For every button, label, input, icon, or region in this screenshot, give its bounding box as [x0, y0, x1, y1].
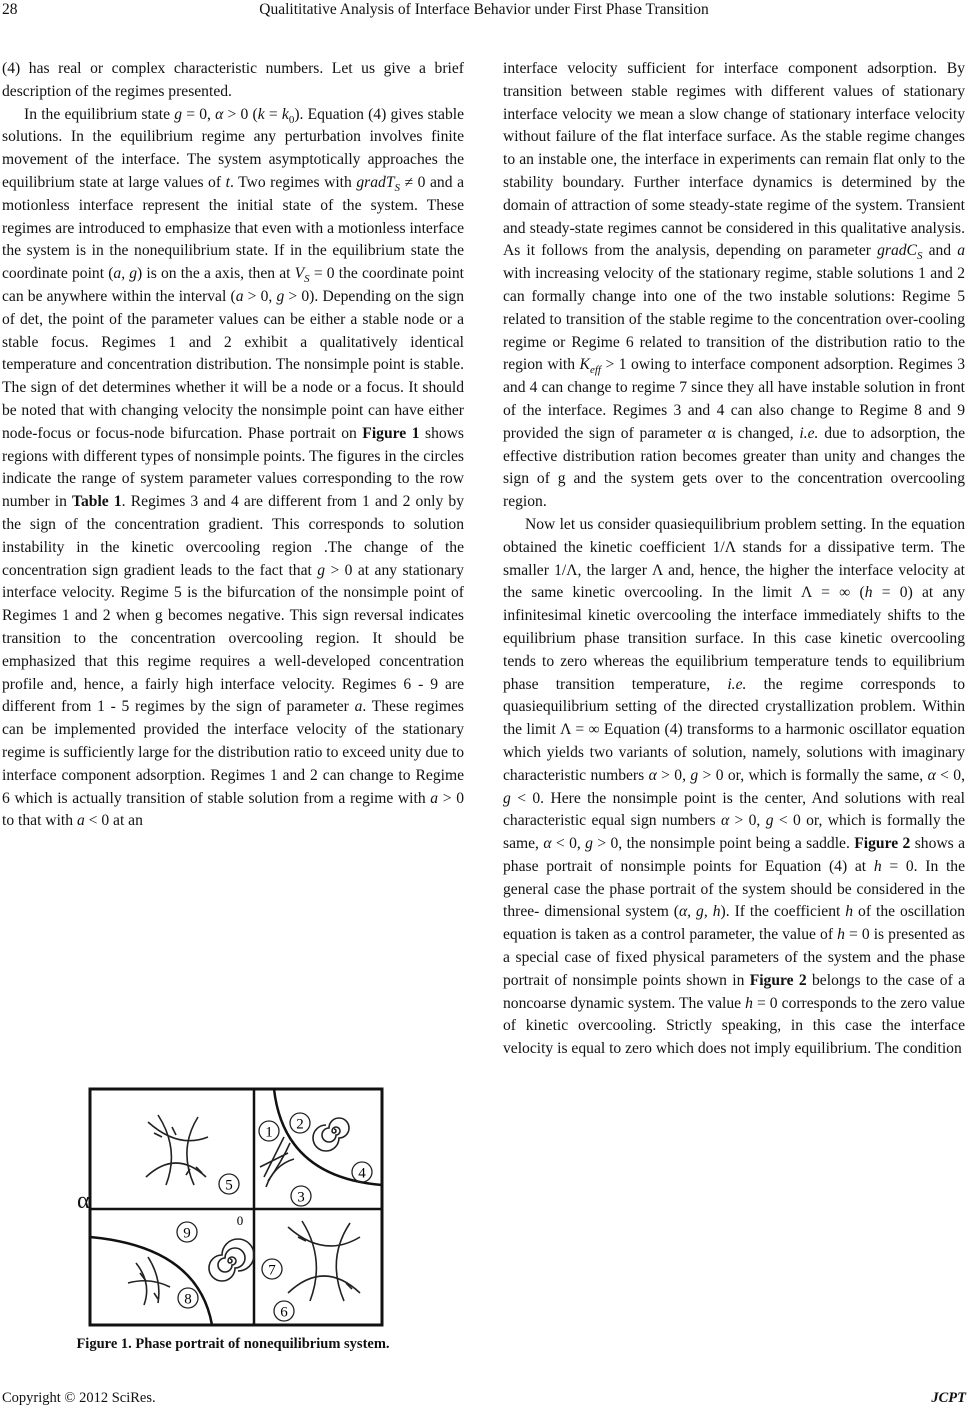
- regime-label-8: 8: [184, 1291, 192, 1308]
- regime-label-7: 7: [268, 1262, 276, 1279]
- paragraph: Now let us consider quasiequilibrium problem setting. In the equation obtained the kinetic coefficient 1/Λ stands for a dissipative term. The smaller 1/Λ, the larger Λ and, hence, the higher the interface velocity at the same kinetic overcooling. In the limit Λ = ∞ (h = 0) at any infinitesimal kinetic overcooling the interface immediately shifts to the equilibrium phase transition surface. In this case kinetic overcooling tends to zero whereas the equilibrium temperature tends to equilibrium phase transition temperature, i.e. the regime corresponds to quasiequilibrium setting of the directed crystallization problem. Within the limit Λ = ∞ Equation (4) transforms to a harmonic oscillator equation which yields two variants of solution, namely, solutions with imaginary characteristic numbers α > 0, g > 0 or, which is formally the same, α < 0, g < 0. Here the nonsimple point is the center, And solutions with real characteristic equal sign numbers α > 0, g < 0 or, which is formally the same, α < 0, g > 0, the nonsimple point being a saddle. Figure 2 shows a phase portrait of nonsimple points for Equation (4) at h = 0. In the general case the phase portrait of the system should be considered in the three- dimensional system (α, g, h). If the coefficient h of the oscillation equation is taken as a control parameter, the value of h = 0 is presented as a special case of fixed physical parameters of the system and the phase portrait of nonsimple points shown in Figure 2 belongs to the case of a noncoarse dynamic system. The value h = 0 corresponds to the zero value of kinetic overcooling. Strictly speaking, in this case the interface velocity is equal to zero which does not imply equilibrium. The condition: [503, 515, 966, 1058]
- regime-label-1: 1: [265, 1124, 273, 1141]
- regime-label-3: 3: [297, 1189, 305, 1206]
- figure-2-ref[interactable]: Figure 2: [854, 835, 911, 853]
- figure-frame: [90, 1089, 382, 1325]
- page-number: 28: [2, 1, 18, 18]
- regime-label-2: 2: [296, 1116, 304, 1133]
- regime-label-5: 5: [225, 1177, 233, 1194]
- figure-axis-alpha-label: α: [77, 1188, 90, 1214]
- origin-label: 0: [236, 1213, 244, 1228]
- regime-label-4: 4: [358, 1165, 366, 1182]
- journal-name: JCPT: [931, 1390, 966, 1406]
- regime-label-6: 6: [280, 1304, 288, 1321]
- paragraph: (4) has real or complex characteristic numbers. Let us give a brief description of the regimes presented.: [2, 60, 464, 100]
- right-column: [503, 58, 965, 1061]
- regime-label-9: 9: [183, 1225, 191, 1242]
- table-1-ref[interactable]: Table 1: [72, 493, 122, 511]
- paragraph: interface velocity sufficient for interface component adsorption. By transition between stable regimes with different values of stationary interface velocity we mean a slow change of stationary interface velocity without failure of the flat interface surface. As the stable regime changes to an instable one, the interface in experiments can remain flat only to the stability boundary. Further interface dynamics is determined by the domain of attraction of some steady-state regime of the system. Transient and steady-state regimes cannot be considered in this qualitative analysis. As it follows from the analysis, depending on parameter gradC$_S$ and a with increasing velocity of the stationary regime, stable solutions 1 and 2 can formally change into one of the two instable solutions: Regime 5 related to transition of the stable regime to the concentration over-cooling regime or Regime 6 related to transition of the distribution ratio to the region with $K_{eff} > 1$ owing to interface component adsorption. Regimes 3 and 4 can change to regime 7 since they all have instable solution in front of the interface. Regimes 3 and 4 can also change to Regime 8 and 9 provided the sign of parameter α is changed, i.e. due to adsorption, the effective distribution ration becomes greater than unity and changes the sign of g and the system gets over to the concentration overcooling region.: [503, 60, 965, 511]
- left-column: [2, 58, 464, 833]
- running-title: Qualititative Analysis of Interface Behavior under First Phase Transition: [259, 1, 709, 18]
- phase-portrait-svg: [88, 1087, 384, 1327]
- running-header: [0, 0, 968, 28]
- figure-caption: Figure 1. Phase portrait of nonequilibrium system.: [76, 1336, 390, 1352]
- phase-portrait-figure: [88, 1087, 384, 1327]
- figure-1-ref[interactable]: Figure 1: [362, 424, 420, 442]
- paragraph: In the equilibrium state g = 0, α > 0 $(k = k_0)$. Equation (4) gives stable solutions. In the equilibrium regime any perturbation involves finite movement of the interface. The system asymptotically approaches the equilibrium state at large values of t. Two regimes with gradT$_S$ ≠ 0 and a motionless interface represent the initial state of the system. These regimes are introduced to emphasize that even with a motionless interface the system is in the nonequilibrium state. If in the equilibrium state the coordinate point (a, g) is on the a axis, then at $V_S = 0$ the coordinate point can be anywhere within the interval (a > 0, g > 0). Depending on the sign of det, the point of the parameter values can be either a stable node or a stable focus. Regimes 1 and 2 exhibit a qualitatively identical temperature and concentration distribution. The nonsimple point is stable. The sign of det determines whether it will be a node or a focus. It should be noted that with changing velocity the nonsimple point can have either node-focus or focus-node bifurcation. Phase portrait on Figure 1 shows regions with different types of nonsimple points. The figures in the circles indicate the range of system parameter values corresponding to the row number in Table 1. Regimes 3 and 4 are different from 1 and 2 only by the sign of the concentration gradient. This corresponds to solution instability in the kinetic overcooling region .The change of the concentration sign gradient leads to the fact that g > 0 at any stationary interface velocity. Regime 5 is the bifurcation of the nonsimple point of Regimes 1 and 2 when g becomes negative. This sign reversal indicates transition to the concentration overcooling region. It should be emphasized that this regime requires a well-developed concentration profile and, hence, a fairly high interface velocity. Regimes 6 - 9 are different from 1 - 5 regimes by the sign of parameter a. These regimes can be implemented provided the interface velocity of the stationary regime is sufficiently large for the distribution ratio to exceed unity due to interface component adsorption. Regimes 1 and 2 can change to Regime 6 which is actually transition of stable solution from a regime with a > 0 to that with a < 0 at an: [2, 105, 465, 830]
- copyright-notice: Copyright © 2012 SciRes.: [2, 1390, 156, 1406]
- figure-2-ref[interactable]: Figure 2: [749, 971, 807, 989]
